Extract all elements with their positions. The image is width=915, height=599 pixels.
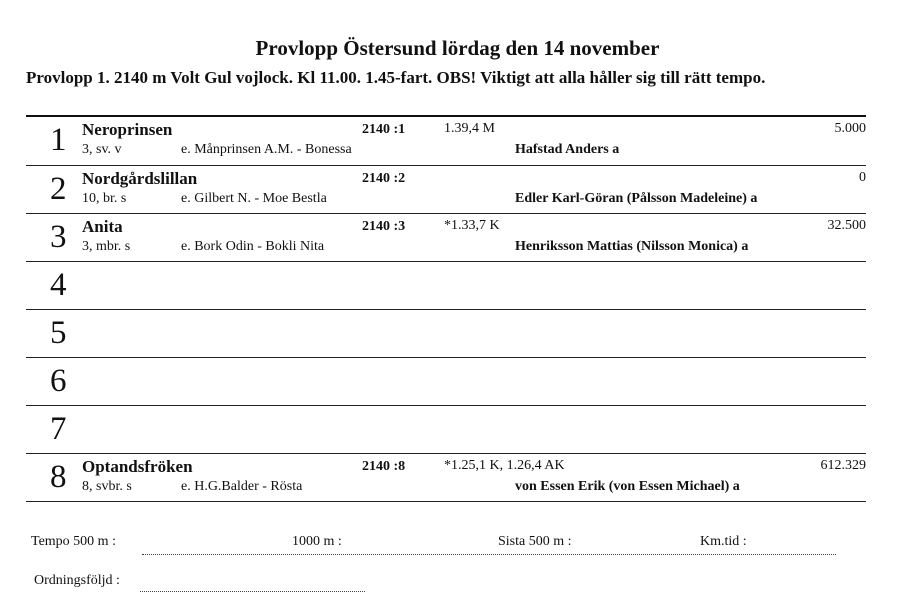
- pedigree: e. Bork Odin - Bokli Nita: [181, 239, 325, 254]
- horse-name: Neroprinsen: [82, 120, 173, 139]
- start-row: [26, 453, 866, 502]
- horse-name: Optandsfröken: [82, 457, 193, 476]
- pedigree: e. H.G.Balder - Rösta: [181, 479, 303, 494]
- start-row: [26, 405, 866, 453]
- driver-trainer: Hafstad Anders a: [515, 142, 620, 157]
- earnings: 32.500: [827, 218, 866, 233]
- record: 1.39,4 M: [444, 121, 495, 136]
- distance-track: 2140 :3: [362, 219, 406, 234]
- record: *1.33,7 K: [444, 218, 500, 233]
- start-number: 8: [50, 459, 67, 495]
- record: *1.25,1 K, 1.26,4 AK: [444, 458, 565, 473]
- pedigree: e. Gilbert N. - Moe Bestla: [181, 191, 327, 206]
- km-time-label: Km.tid :: [700, 534, 747, 549]
- page-title: Provlopp Östersund lördag den 14 november: [255, 36, 660, 60]
- driver-trainer: von Essen Erik (von Essen Michael) a: [515, 479, 740, 494]
- earnings: 0: [859, 170, 866, 185]
- start-number: 4: [50, 267, 67, 303]
- age-color-sex: 3, mbr. s: [82, 239, 131, 254]
- age-color-sex: 10, br. s: [82, 191, 127, 206]
- driver-trainer: Henriksson Mattias (Nilsson Monica) a: [515, 239, 749, 254]
- start-number: 6: [50, 363, 67, 399]
- start-row: [26, 357, 866, 405]
- start-list: [26, 115, 866, 502]
- start-row: [26, 115, 866, 165]
- order-label: Ordningsföljd :: [34, 573, 120, 588]
- pedigree: e. Månprinsen A.M. - Bonessa: [181, 142, 352, 157]
- horse-name: Anita: [82, 217, 123, 236]
- start-number: 2: [50, 171, 67, 207]
- race-description: Provlopp 1. 2140 m Volt Gul vojlock. Kl 11.00. 1.45-fart. OBS! Viktigt att alla håller sig till rätt tempo.: [26, 68, 766, 87]
- distance-track: 2140 :1: [362, 122, 406, 137]
- start-row: [26, 261, 866, 309]
- order-entry-line[interactable]: [140, 590, 365, 592]
- tempo-entry-line[interactable]: [142, 553, 836, 555]
- age-color-sex: 8, svbr. s: [82, 479, 132, 494]
- distance-track: 2140 :8: [362, 459, 406, 474]
- start-number: 3: [50, 219, 67, 255]
- earnings: 5.000: [834, 121, 866, 136]
- horse-name: Nordgårdslillan: [82, 169, 198, 188]
- start-number: 1: [50, 122, 67, 158]
- start-number: 7: [50, 411, 67, 447]
- last-500-label: Sista 500 m :: [498, 534, 572, 549]
- start-number: 5: [50, 315, 67, 351]
- tempo-500-label: Tempo 500 m :: [31, 534, 116, 549]
- driver-trainer: Edler Karl-Göran (Pålsson Madeleine) a: [515, 191, 758, 206]
- start-row: [26, 165, 866, 213]
- distance-track: 2140 :2: [362, 171, 406, 186]
- start-row: [26, 309, 866, 357]
- age-color-sex: 3, sv. v: [82, 142, 122, 157]
- earnings: 612.329: [820, 458, 866, 473]
- tempo-1000-label: 1000 m :: [292, 534, 342, 549]
- start-row: [26, 213, 866, 261]
